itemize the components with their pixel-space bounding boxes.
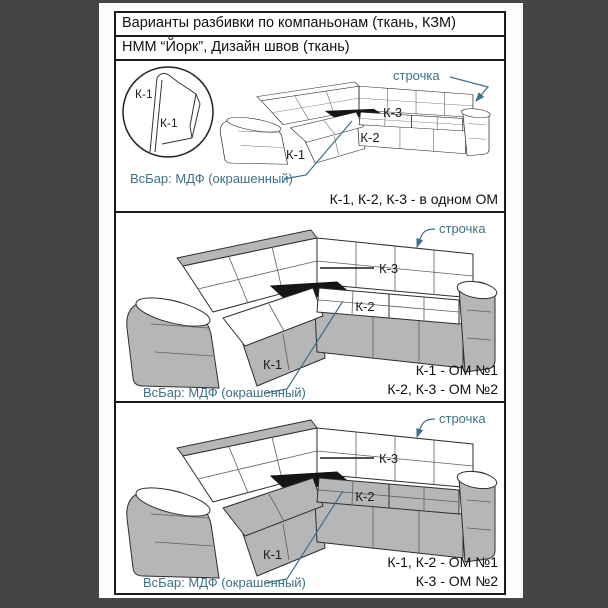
caption-line: К-1, К-2 - ОМ №1 [387,554,498,571]
k1-label: К-1 [263,357,283,372]
diagram-variant-3 [116,403,504,593]
k3-label: К-3 [379,261,399,276]
om-caption [387,361,498,398]
caption-line: К-1 - ОМ №1 [415,362,498,379]
k1-label: К-1 [286,147,306,162]
diagram-variant-1 [116,61,504,213]
k2-label: К-2 [355,299,375,314]
stitch-annotation: строчка [393,68,440,83]
inset-k1-label-top: К-1 [135,87,153,101]
bar-annotation: ВсБар: МДФ (окрашенный) [143,575,306,590]
caption-line: К-2, К-3 - ОМ №2 [387,380,498,397]
caption-line: К-3 - ОМ №2 [415,572,498,589]
stitch-leader-line [417,229,435,247]
bar-annotation: ВсБар: МДФ (окрашенный) [130,171,293,186]
stitch-annotation: строчка [439,221,486,236]
k1-label: К-1 [263,547,283,562]
k2-label: К-2 [360,130,380,145]
diagram-variant-2 [116,213,504,403]
header-title-row: Варианты разбивки по компаньонам (ткань, КЗМ) [116,13,504,37]
stitch-annotation: строчка [439,411,486,426]
scanned-page [99,3,523,598]
header-subtitle-row: НММ “Йорк”, Дизайн швов (ткань) [116,37,504,61]
inset-k1-label-bottom: К-1 [160,116,178,130]
stitch-leader-line [417,419,435,437]
k3-label: К-3 [379,451,399,466]
bar-annotation: ВсБар: МДФ (окрашенный) [143,385,306,400]
om-caption [387,553,498,590]
k3-label: К-3 [383,105,403,120]
k2-label: К-2 [355,489,375,504]
om-caption [330,190,498,208]
content-frame [114,11,506,595]
caption-line: К-1, К-2, К-3 - в одном ОМ [329,190,498,207]
